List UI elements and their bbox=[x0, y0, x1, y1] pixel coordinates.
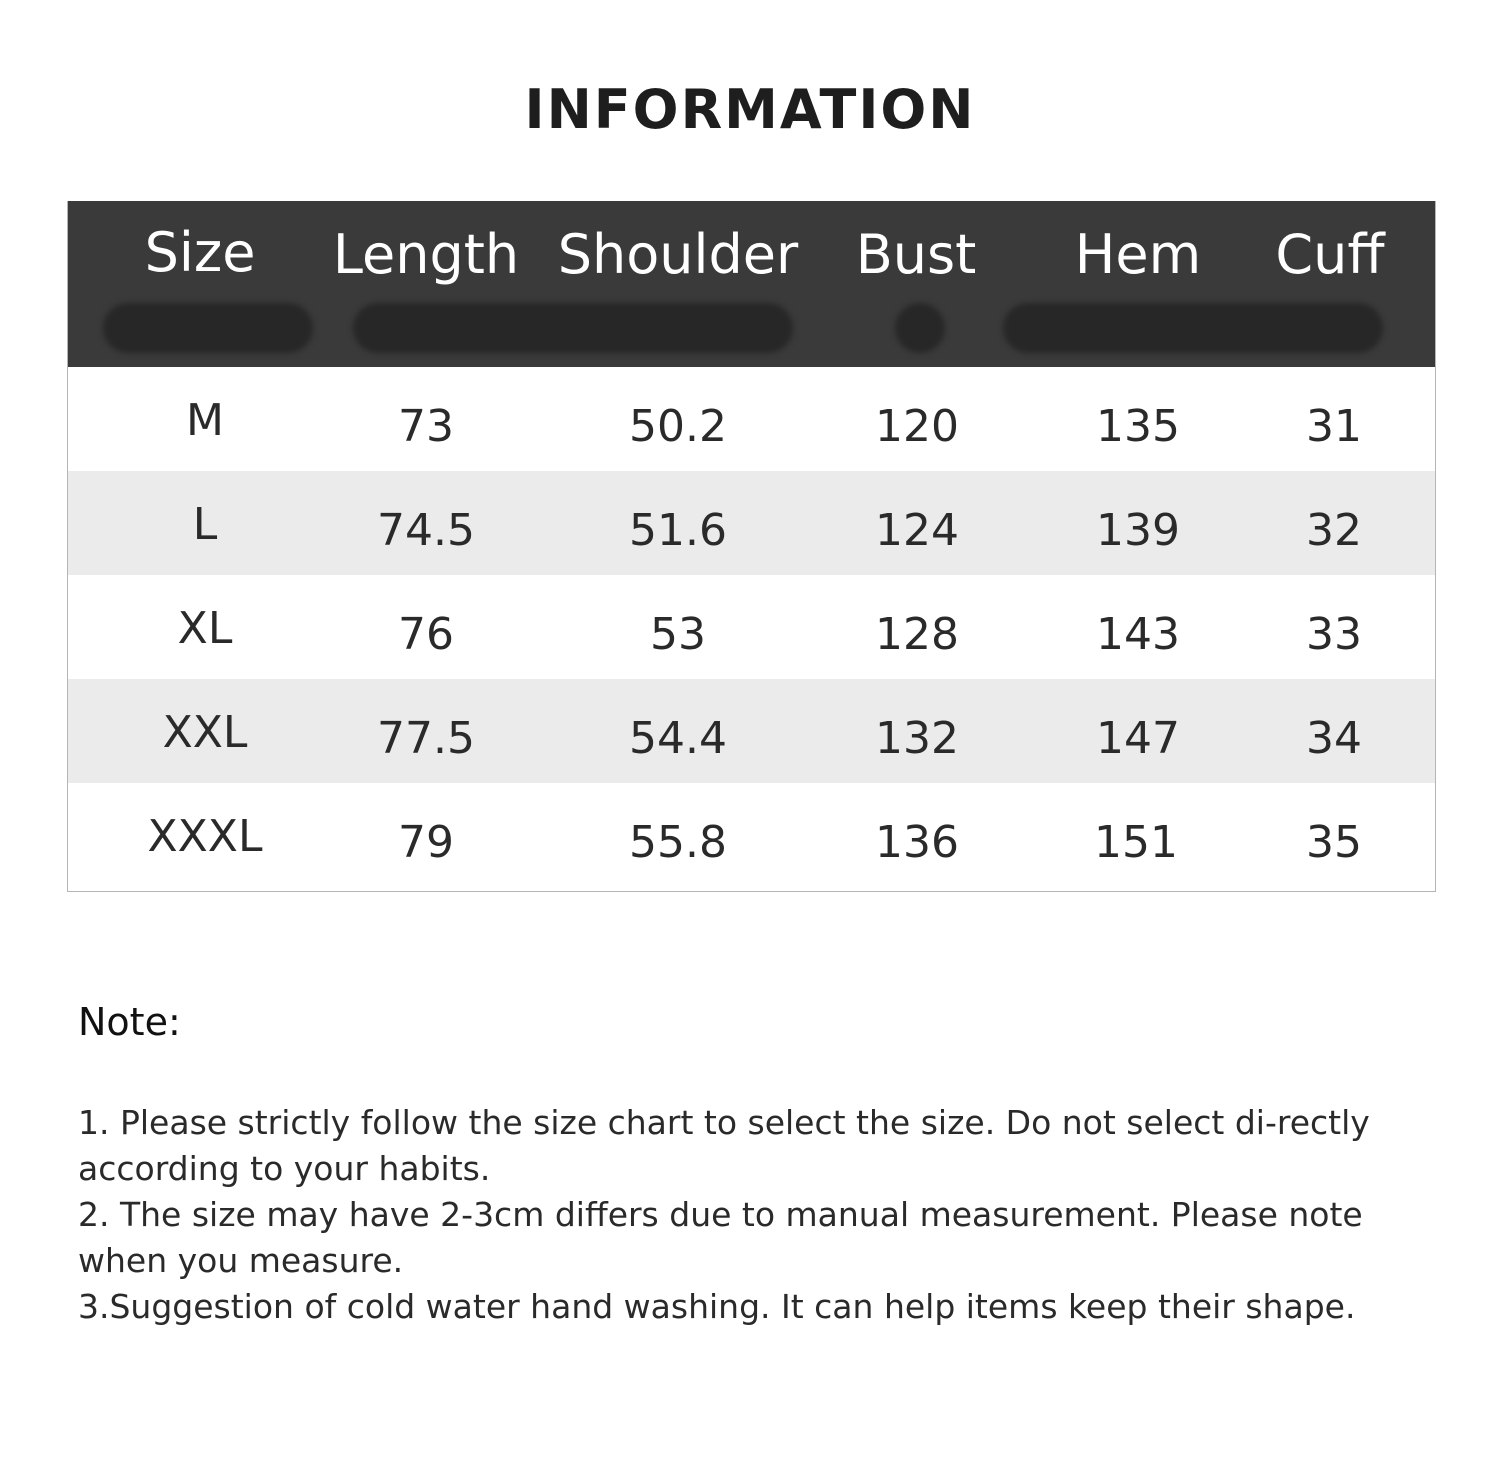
table-row bbox=[68, 367, 1435, 471]
table-header-row bbox=[68, 201, 1435, 367]
cell-cuff: 35 bbox=[1306, 817, 1362, 868]
redacted-blur bbox=[1003, 303, 1383, 353]
note-item: 1. Please strictly follow the size chart to select the size. Do not select di-rectly according to your habits. bbox=[78, 1103, 1370, 1188]
cell-hem: 143 bbox=[1096, 609, 1180, 660]
note-item: 3.Suggestion of cold water hand washing. It can help items keep their shape. bbox=[78, 1287, 1356, 1326]
note-item: 2. The size may have 2-3cm differs due to manual measurement. Please note when you measure. bbox=[78, 1195, 1363, 1280]
cell-length: 79 bbox=[398, 817, 454, 868]
size-chart-table bbox=[67, 201, 1436, 892]
redacted-blur bbox=[895, 303, 945, 353]
table-row bbox=[68, 575, 1435, 679]
cell-cuff: 32 bbox=[1306, 505, 1362, 556]
cell-cuff: 31 bbox=[1306, 401, 1362, 452]
cell-size: M bbox=[186, 395, 224, 446]
table-row bbox=[68, 471, 1435, 575]
cell-length: 76 bbox=[398, 609, 454, 660]
cell-shoulder: 50.2 bbox=[629, 401, 727, 452]
header-shoulder: Shoulder bbox=[557, 223, 799, 286]
cell-hem: 147 bbox=[1096, 713, 1180, 764]
notes-section bbox=[78, 1000, 1408, 1330]
cell-hem: 139 bbox=[1096, 505, 1180, 556]
header-hem: Hem bbox=[1074, 223, 1202, 286]
cell-size: L bbox=[192, 499, 218, 550]
header-cuff: Cuff bbox=[1275, 223, 1385, 286]
cell-shoulder: 53 bbox=[650, 609, 706, 660]
page-title: INFORMATION bbox=[524, 78, 976, 141]
redacted-blur bbox=[353, 303, 793, 353]
cell-length: 74.5 bbox=[377, 505, 475, 556]
notes-heading: Note: bbox=[78, 1000, 181, 1044]
cell-shoulder: 51.6 bbox=[629, 505, 727, 556]
table-row bbox=[68, 783, 1435, 891]
table-row bbox=[68, 679, 1435, 783]
cell-bust: 136 bbox=[875, 817, 959, 868]
cell-cuff: 34 bbox=[1306, 713, 1362, 764]
redacted-blur bbox=[103, 303, 313, 353]
header-length: Length bbox=[332, 223, 520, 286]
cell-cuff: 33 bbox=[1306, 609, 1362, 660]
cell-size: XL bbox=[177, 603, 233, 654]
cell-bust: 120 bbox=[875, 401, 959, 452]
cell-size: XXL bbox=[162, 707, 248, 758]
cell-bust: 132 bbox=[875, 713, 959, 764]
header-bust: Bust bbox=[855, 223, 977, 286]
cell-shoulder: 54.4 bbox=[629, 713, 727, 764]
header-size: Size bbox=[144, 221, 256, 284]
cell-length: 73 bbox=[398, 401, 454, 452]
cell-size: XXXL bbox=[147, 811, 263, 862]
cell-bust: 124 bbox=[875, 505, 959, 556]
cell-hem: 151 bbox=[1094, 817, 1178, 868]
cell-bust: 128 bbox=[875, 609, 959, 660]
cell-length: 77.5 bbox=[377, 713, 475, 764]
cell-shoulder: 55.8 bbox=[629, 817, 727, 868]
cell-hem: 135 bbox=[1096, 401, 1180, 452]
